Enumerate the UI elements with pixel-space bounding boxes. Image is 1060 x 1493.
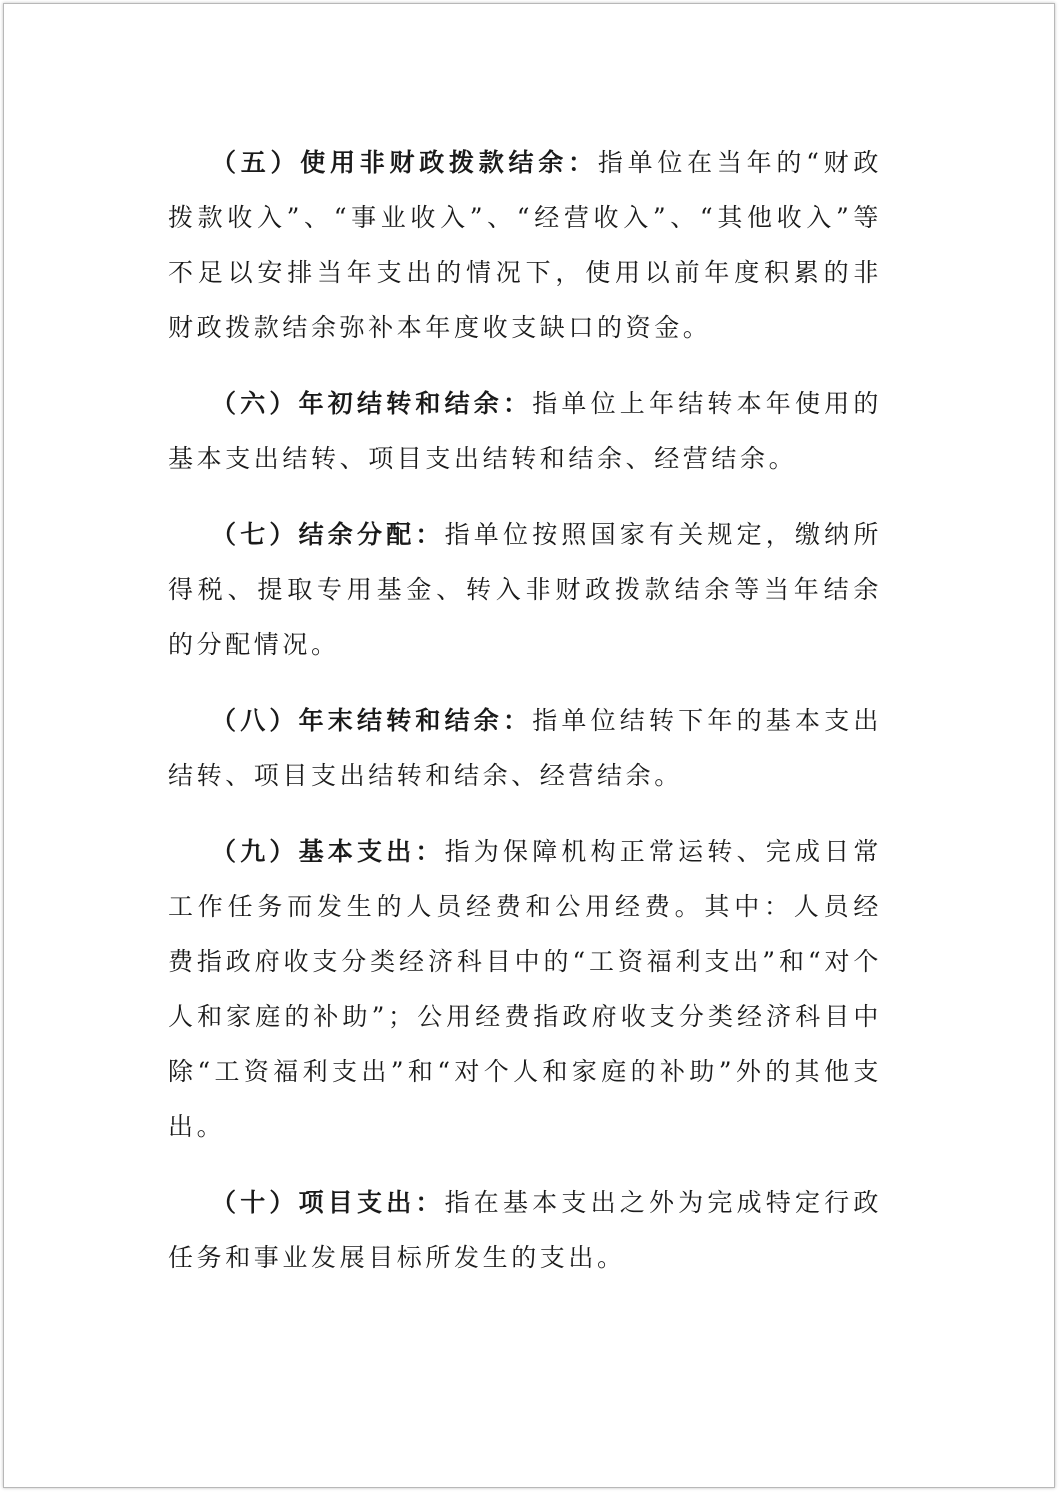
paragraph-item-7 [168, 507, 882, 672]
paragraph-item-6 [168, 376, 882, 486]
paragraph-text: 指单位按照国家有关规定，缴纳所得税、提取专用基金、转入非财政拨款结余等当年结余的分配情况。 [168, 520, 882, 659]
paragraph-heading: （七）结余分配： [211, 520, 445, 549]
paragraph-text: 指单位在当年的“财政拨款收入”、“事业收入”、“经营收入”、“其他收入”等不足以安排当年支出的情况下，使用以前年度积累的非财政拨款结余弥补本年度收支缺口的资金。 [168, 148, 882, 342]
paragraph-heading: （五）使用非财政拨款结余： [211, 148, 598, 177]
paragraph-heading: （十）项目支出： [211, 1188, 445, 1217]
paragraph-text: 指为保障机构正常运转、完成日常工作任务而发生的人员经费和公用经费。其中：人员经费指政府收支分类经济科目中的“工资福利支出”和“对个人和家庭的补助”；公用经费指政府收支分类经济科目中除“工资福利支出”和“对个人和家庭的补助”外的其他支出。 [168, 837, 882, 1141]
paragraph-item-9 [168, 824, 882, 1154]
paragraph-item-5 [168, 135, 882, 355]
paragraph-heading: （九）基本支出： [211, 837, 445, 866]
document-body [168, 135, 882, 1306]
paragraph-heading: （八）年末结转和结余： [211, 706, 533, 735]
document-page [3, 3, 1055, 1488]
paragraph-text: 指单位上年结转本年使用的基本支出结转、项目支出结转和结余、经营结余。 [168, 389, 882, 473]
paragraph-item-8 [168, 693, 882, 803]
paragraph-item-10 [168, 1175, 882, 1285]
paragraph-text: 指单位结转下年的基本支出结转、项目支出结转和结余、经营结余。 [168, 706, 882, 790]
paragraph-heading: （六）年初结转和结余： [211, 389, 533, 418]
paragraph-text: 指在基本支出之外为完成特定行政任务和事业发展目标所发生的支出。 [168, 1188, 882, 1272]
